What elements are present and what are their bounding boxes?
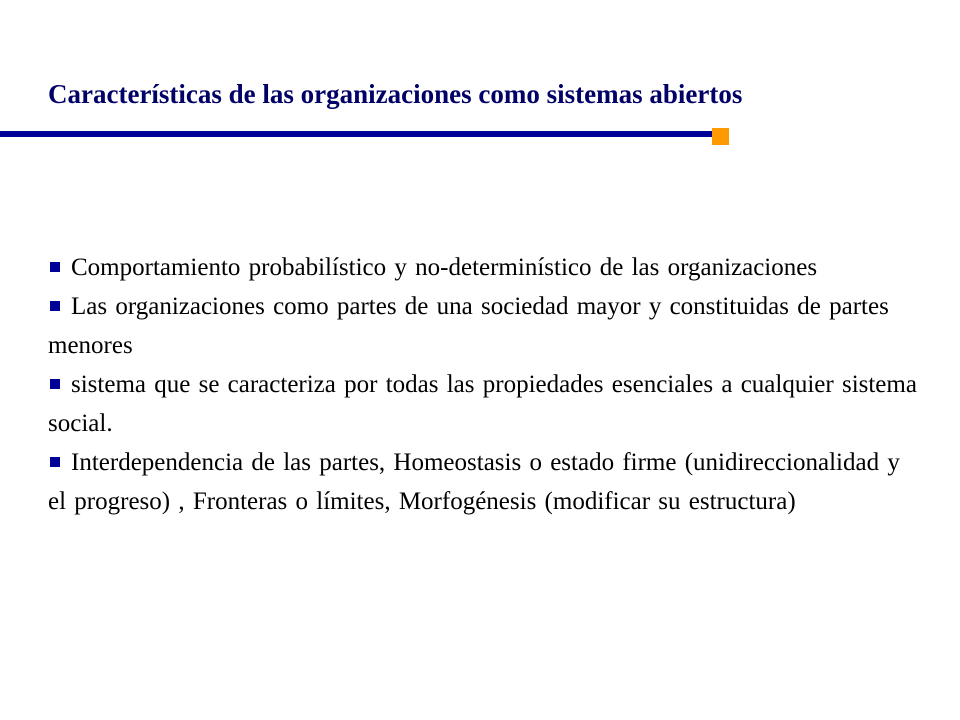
bullet-item bbox=[48, 287, 918, 365]
bullet-list bbox=[48, 248, 918, 521]
bullet-text: sistema que se caracteriza por todas las propiedades esenciales a cualquier sistema social. bbox=[48, 371, 917, 437]
bullet-text: Interdependencia de las partes, Homeostasis o estado firme (unidireccionalidad y el progreso) , Fronteras o límites, Morfogénesis (modificar su estructura) bbox=[48, 449, 900, 515]
bullet-text: Comportamiento probabilístico y no-determinístico de las organizaciones bbox=[71, 254, 818, 281]
square-bullet-icon bbox=[50, 262, 60, 272]
title-underline-rule bbox=[0, 131, 712, 137]
square-bullet-icon bbox=[50, 457, 60, 467]
square-bullet-icon bbox=[50, 379, 60, 389]
bullet-item bbox=[48, 443, 918, 521]
bullet-text: Las organizaciones como partes de una sociedad mayor y constituidas de partes menores bbox=[48, 293, 889, 359]
square-bullet-icon bbox=[50, 301, 60, 311]
orange-square-accent bbox=[712, 128, 729, 145]
bullet-item bbox=[48, 248, 918, 287]
slide-title: Características de las organizaciones como sistemas abiertos bbox=[48, 79, 743, 109]
bullet-item bbox=[48, 365, 918, 443]
